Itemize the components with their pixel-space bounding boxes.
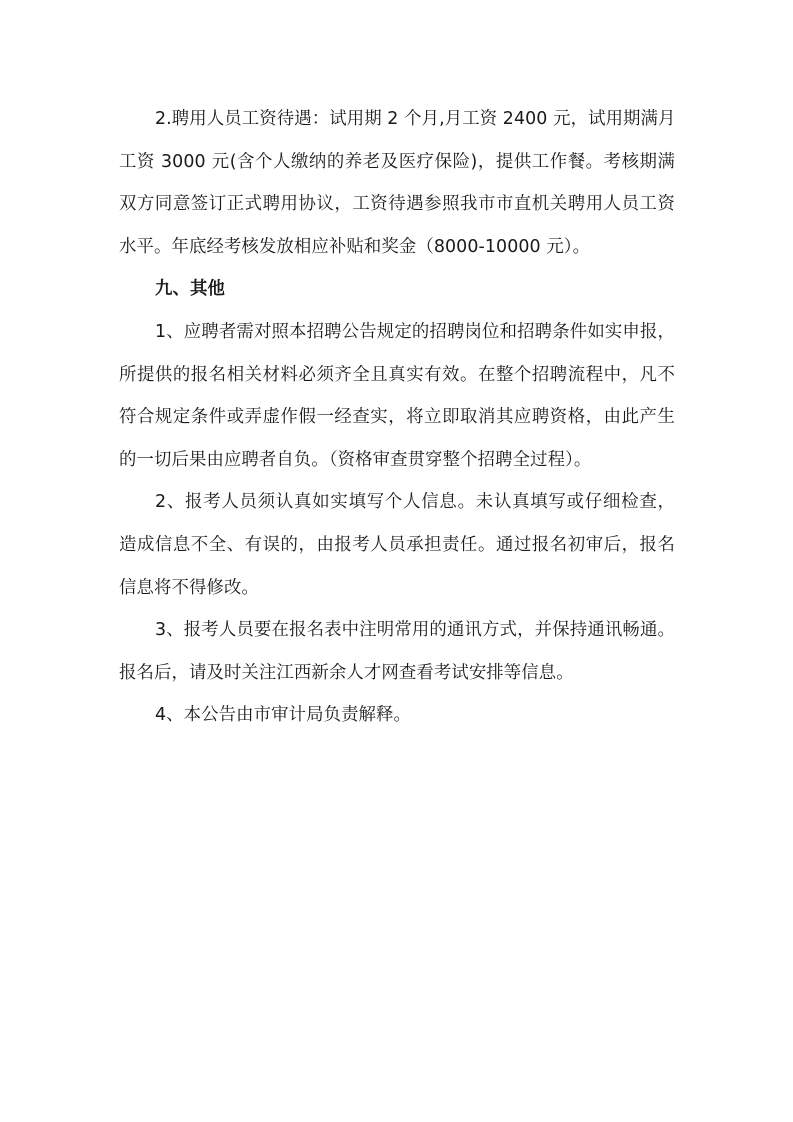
other-item-1-paragraph: [119, 311, 675, 481]
other-item-2-paragraph: [119, 481, 675, 609]
item3-line-1: 3、报考人员要在报名表中注明常用的通讯方式，并保持通讯畅通。: [155, 620, 675, 641]
document-body: [119, 98, 675, 737]
item2-line-2: 造成信息不全、有误的，由报考人员承担责任。通过报名初审后，报名: [119, 534, 675, 555]
salary-line-2: 工资 3000 元(含个人缴纳的养老及医疗保险)，提供工作餐。考核期满: [119, 151, 675, 172]
salary-line-1: 2.聘用人员工资待遇：试用期 2 个月,月工资 2400 元，试用期满月: [155, 109, 676, 129]
salary-paragraph: [119, 98, 675, 268]
other-item-4-paragraph: [119, 694, 675, 737]
item2-line-1: 2、报考人员须认真如实填写个人信息。未认真填写或仔细检查，: [155, 492, 675, 513]
section-heading-other: 九、其他: [155, 279, 225, 300]
item1-line-2: 所提供的报名相关材料必须齐全且真实有效。在整个招聘流程中，凡不: [119, 364, 675, 385]
salary-line-4: 水平。年底经考核发放相应补贴和奖金（8000-10000 元）。: [119, 236, 591, 257]
item1-line-4: 的一切后果由应聘者自负。（资格审查贯穿整个招聘全过程）。: [119, 449, 592, 470]
salary-line-3: 双方同意签订正式聘用协议，工资待遇参照我市市直机关聘用人员工资: [119, 194, 675, 215]
item1-line-3: 符合规定条件或弄虚作假一经查实，将立即取消其应聘资格，由此产生: [119, 407, 675, 428]
item2-line-3: 信息将不得修改。: [119, 577, 259, 598]
other-item-3-paragraph: [119, 609, 675, 694]
item4-line-1: 4、本公告由市审计局负责解释。: [155, 705, 412, 726]
item3-line-2: 报名后，请及时关注江西新余人才网查看考试安排等信息。: [119, 662, 574, 683]
item1-line-1: 1、应聘者需对照本招聘公告规定的招聘岗位和招聘条件如实申报，: [155, 321, 675, 342]
